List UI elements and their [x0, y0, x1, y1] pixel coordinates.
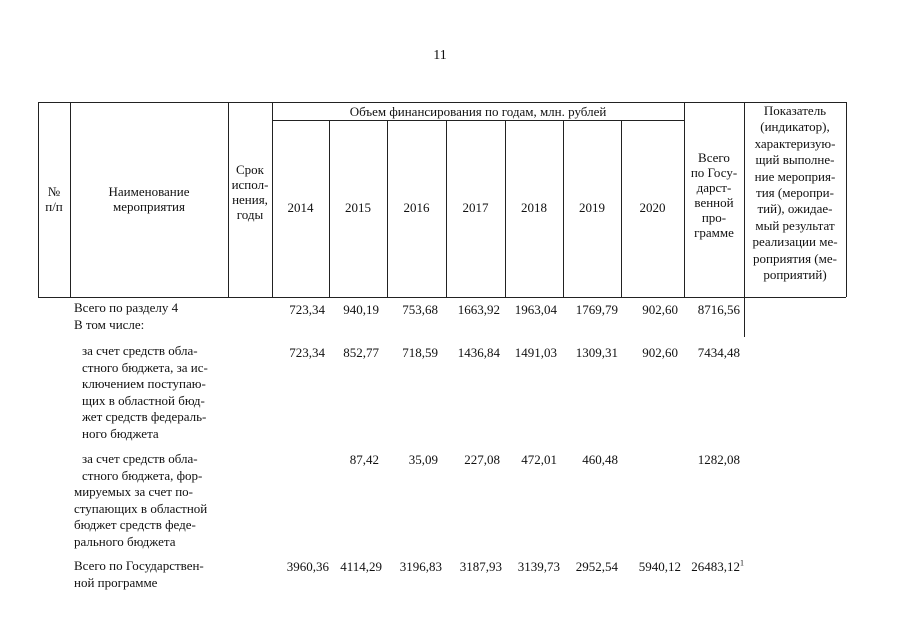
- row2-value-2019: 1309,31: [575, 345, 618, 360]
- header-term: Срок испол- нения, годы: [231, 162, 269, 222]
- page-number: 11: [433, 48, 447, 63]
- row1-value-2019: 1769,79: [575, 302, 618, 317]
- row4-value-2016: 3196,83: [399, 559, 442, 574]
- row3-value-total: 1282,08: [697, 452, 740, 467]
- row1-value-2016: 753,68: [402, 302, 438, 317]
- row3-value-2018: 472,01: [521, 452, 557, 467]
- row4-value-2014: 3960,36: [286, 559, 329, 574]
- header-indicator: Показатель (индикатор), характеризую- щий выполне- ние мероприя- тия (меропри- тий), ожидае- мый результат реализации ме- роприятия (ме- роприятий): [752, 103, 838, 283]
- row1-value-2014: 723,34: [289, 302, 325, 317]
- row2-value-2017: 1436,84: [457, 345, 500, 360]
- header-year-2015: 2015: [345, 200, 371, 215]
- row1-value-2018: 1963,04: [514, 302, 557, 317]
- row4-value-2017: 3187,93: [459, 559, 502, 574]
- row3-value-2015: 87,42: [349, 452, 379, 467]
- indicator-column-border: [744, 297, 745, 337]
- row3-value-2017: 227,08: [464, 452, 500, 467]
- footnote-mark: 1: [740, 558, 744, 568]
- row2-value-total: 7434,48: [697, 345, 740, 360]
- header-name: Наименование мероприятия: [108, 184, 190, 214]
- row2-value-2018: 1491,03: [514, 345, 557, 360]
- header-year-2016: 2016: [403, 200, 430, 215]
- header-year-2014: 2014: [287, 200, 314, 215]
- row4-total-number: 26483,12: [691, 559, 740, 574]
- header-year-2020: 2020: [639, 200, 666, 215]
- row-label-federal-funds: за счет средств обла- стного бюджета, фор- мируемых за счет по- ступающих в областной бюджет средств феде- рального бюджета: [74, 451, 208, 549]
- row-label-section-total: Всего по разделу 4 В том числе:: [74, 300, 179, 332]
- row4-value-2020: 5940,12: [638, 559, 681, 574]
- header-total: Всего по Госу- дарст- венной про- грамме: [690, 150, 738, 240]
- row4-value-total: [684, 559, 744, 574]
- header-num: № п/п: [45, 184, 63, 214]
- row1-value-total: 8716,56: [697, 302, 740, 317]
- row4-value-2018: 3139,73: [517, 559, 560, 574]
- row1-value-2015: 940,19: [343, 302, 379, 317]
- row4-value-2019: 2952,54: [575, 559, 618, 574]
- row2-value-2014: 723,34: [289, 345, 325, 360]
- row2-value-2016: 718,59: [402, 345, 438, 360]
- header-funding-title: Объем финансирования по годам, млн. рублей: [349, 104, 607, 119]
- row1-value-2017: 1663,92: [457, 302, 500, 317]
- row3-value-2016: 35,09: [408, 452, 438, 467]
- row-label-program-total: Всего по Государствен- ной программе: [74, 558, 204, 590]
- row4-value-2015: 4114,29: [340, 559, 382, 574]
- row2-value-2020: 902,60: [642, 345, 678, 360]
- header-year-2019: 2019: [579, 200, 605, 215]
- row1-value-2020: 902,60: [642, 302, 678, 317]
- row3-value-2019: 460,48: [582, 452, 618, 467]
- row2-value-2015: 852,77: [343, 345, 379, 360]
- header-year-2017: 2017: [462, 200, 489, 215]
- row-label-regional-budget: за счет средств обла- стного бюджета, за ис- ключением поступаю- щих в областной бюд- жет средств федераль- ного бюджета: [82, 343, 208, 441]
- header-year-2018: 2018: [521, 200, 547, 215]
